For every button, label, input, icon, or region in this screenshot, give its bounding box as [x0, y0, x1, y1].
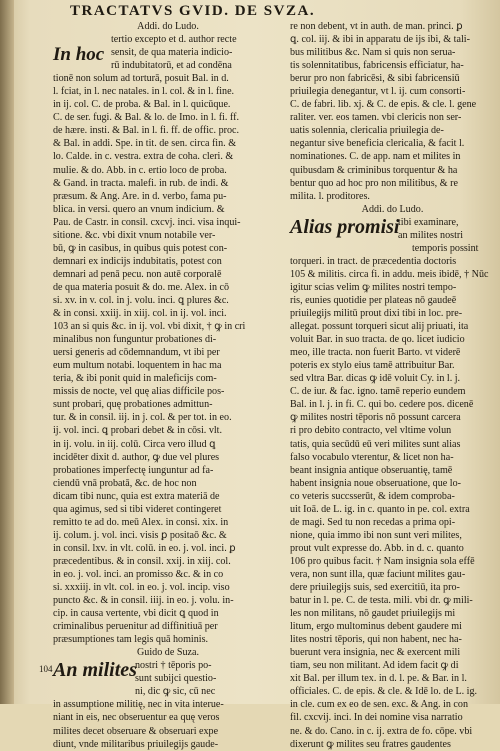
left-second-body-line: in assumptione militię, nec in vita interue-: [53, 699, 224, 711]
right-body-line: de magi. Sed tu non recedas a prima opi-: [290, 516, 456, 528]
right-body-line: 105 & militis. circa fi. in addu. meis ibidē, † Nūc: [290, 268, 489, 280]
left-body-line: in consil. lxv. in vlt. colū. in eo. j. vol. inci. ꝑ: [53, 542, 236, 554]
left-second-initial-line: ni, dic ꝙ sic, cū nec: [135, 686, 216, 698]
right-body-line: les non militans, nō gaudet priuilegijs mi: [290, 608, 456, 620]
left-body-line: incidēter dixit d. author, ꝙ due vel plures: [53, 451, 220, 463]
right-initial-line: tibi examinare,: [398, 216, 459, 228]
left-signature: Guido de Suza.: [137, 647, 199, 659]
left-body-line: eum multum notabi. loquentem in hac ma: [53, 360, 222, 372]
left-body-line: puncto &c. & in consil. iiij. in eo. j. volu. in-: [53, 595, 234, 607]
left-body-line: blica. in versi. quero an vnum indicium. &: [53, 203, 225, 215]
right-top-line: priuilegia denegantur, vt l. ij. cum consorti-: [290, 86, 466, 98]
left-body-line: sitione. &c. vbi dixit vnum notabile ver-: [53, 229, 216, 241]
running-header: TRACTATVS GVID. DE SVZA.: [70, 3, 316, 19]
left-body-line: dicam tibi nunc, quia est extra materiā de: [53, 490, 220, 502]
right-body-line: buerunt vera insignia, nec & exercent mili: [290, 647, 461, 659]
left-body-line: C. de ser. fugi. & Bal. & lo. de Imo. in l. fi. ff.: [53, 112, 239, 124]
left-body-line: teria, & ibi ponit quid in maleficijs com-: [53, 373, 217, 385]
left-initial-heading: In hoc: [53, 44, 105, 66]
right-body-line: C. de iur. & fac. igno. tamē reperio eundem: [290, 386, 466, 398]
left-second-body-line: niant in eis, nec obseruentur ea quę veros: [53, 712, 220, 724]
right-top-line: bus militibus &c. Nam si quis non serua-: [290, 47, 456, 59]
right-body-line: uit Ioā. de L. ig. in c. quanto in pe. col. extra: [290, 503, 470, 515]
left-body-line: & in consi. xxiij. in xiij. col. in ij. vol. inci.: [53, 308, 227, 320]
left-body-line: lo. Calde. in c. vestra. extra de coha. cleri. &: [53, 151, 234, 163]
right-top-line: re non debent, vt in auth. de man. princi. ꝑ: [290, 21, 463, 32]
right-body-line: tatis, quia secūdū eū veri milites sunt alias: [290, 438, 461, 450]
left-initial-block: [53, 46, 283, 72]
right-body-line: nione, quia immo ibi non sunt veri milites,: [290, 529, 462, 541]
left-top-line: tertio excepto et d. author recte: [111, 34, 237, 46]
right-body-line: 106 pro quibus facit. † Nam insignia sola effē: [290, 555, 475, 567]
right-top-line: uatis solennia, clericalia priuilegia de-: [290, 125, 444, 137]
right-body-line: voluit Bar. in suo tracta. de qo. licet iudicio: [290, 334, 465, 346]
right-initial-line: temporis possint: [412, 242, 479, 254]
left-body-line: si. xxxiij. in vlt. col. in eo. j. vol. incip. viso: [53, 582, 230, 594]
left-body-text: [53, 72, 283, 646]
left-body-line: cip. in causa vertente, vbi dicit ꝗ quod in: [53, 608, 219, 620]
right-addi-line: Addi. do Ludo.: [361, 203, 424, 215]
left-body-line: bū, ꝙ in casibus, in quibus quis potest con-: [53, 242, 228, 254]
right-body-line: litum, ergo multominus debent gaudere mi: [290, 621, 462, 633]
left-body-line: de hære. insti. & Bal. in l. fi. ff. de offic. proc.: [53, 125, 240, 137]
right-body-line: ꝙ milites nostri tēporis nō possunt carcera: [290, 412, 461, 424]
left-body-line: præcedentibus. & in consil. xxij. in xiij. col.: [53, 555, 231, 567]
right-top-line: nominationes. C. de app. nam et milites in: [290, 151, 461, 163]
left-body-line: minalibus non funguntur probationes di-: [53, 334, 217, 346]
left-second-initial-line: nostri † tēporis po-: [135, 660, 212, 672]
left-initial-line: sensit, de qua materia indicio-: [111, 47, 233, 59]
right-body-line: allegat. possunt torqueri sicut alij priuati, ita: [290, 321, 469, 333]
left-body-line: præsumptiones tam legis quā hominis.: [53, 634, 209, 646]
right-initial-heading: Alias promisi: [290, 215, 400, 238]
right-top-line: C. de fabri. lib. xj. & C. de epis. & cle. l. gene: [290, 99, 477, 111]
left-body-line: tur. & in consil. iij. in j. col. & per tot. in eo.: [53, 412, 232, 424]
left-column: [39, 20, 283, 751]
right-body-line: sed vltra Bar. dicas ꝙ idē voluit Cy. in l. j.: [290, 373, 461, 385]
left-body-line: 103 an si quis &c. in ij. vol. vbi dixit, † ꝙ in cri: [53, 321, 246, 333]
right-body-line: dixerunt ꝙ milites seu fratres gaudentes: [290, 738, 451, 750]
right-top-text: [290, 20, 495, 203]
left-margin-number: 104: [39, 664, 53, 675]
left-body-line: de qua materia posuit & do. me. Alex. in cō: [53, 281, 230, 293]
left-body-line: ij. colum. j. vol. inci. visis ꝑ positaō &c. &: [53, 529, 227, 541]
left-body-line: uersi generis ad cōdemnandum, vt ibi per: [53, 347, 220, 359]
left-body-line: mulie. & do. Abb. in c. ertio loco de proba.: [53, 164, 227, 176]
page-spine-shadow: [0, 0, 14, 704]
left-body-line: remitto te ad do. meū Alex. in consi. xix. in: [53, 516, 229, 528]
right-body-line: falso vocabulo vterentur, & licet non ha-: [290, 451, 454, 463]
left-body-line: in ij. volu. in iij. colū. Circa vero illud ꝗ: [53, 438, 216, 450]
right-body-line: batur in l. pe. C. de testa. mili. vbi dr. ꝙ mili-: [290, 595, 473, 607]
right-body-line: torqueri. in tract. de præcedentia doctoris: [290, 255, 457, 267]
right-top-line: tis solennitatibus, fabricensis efficiatur, ha-: [290, 60, 464, 72]
left-body-line: & Gand. in tracta. malefi. in rub. de indi. &: [53, 177, 229, 189]
right-body-line: beant insignia antique obseruantię, tamē: [290, 464, 453, 476]
right-body-line: tiam, seu non militant. Ad idem facit ꝙ di: [290, 660, 459, 672]
left-second-body-text: [53, 698, 283, 750]
left-second-initial-block: [39, 659, 283, 698]
left-body-line: Pau. de Castr. in consil. cxcvj. inci. visa inqui-: [53, 216, 241, 228]
right-initial-line: an milites nostri: [398, 229, 464, 241]
right-body-line: officiales. C. de epis. & cle. & Idē lo. de L. ig.: [290, 686, 478, 698]
left-second-initial-heading: An milites: [53, 659, 137, 682]
right-body-line: xit Bal. per illum tex. in d. l. pe. & Bar. in l.: [290, 673, 467, 685]
left-body-line: in eo. j. vol. inci. an promisso &c. & in co: [53, 568, 224, 580]
right-body-line: prout vult expresse do. Abb. in d. c. quanto: [290, 542, 464, 554]
right-body-line: Bal. in l. j. in fi. C. qui bo. cedere pos. dicenē: [290, 399, 474, 411]
left-body-line: l. fciat, in l. nec natales. in l. col. & in l. fine.: [53, 86, 235, 98]
left-initial-line: rū indubitatorū, et ad condēna: [111, 60, 232, 72]
left-body-line: in ij. col. C. de proba. & Bal. in l. quicūque.: [53, 99, 231, 111]
left-body-line: & Bal. in addi. Spe. in tit. de sen. circa fin. &: [53, 138, 237, 150]
left-body-line: tionē non solum ad torturā, posuit Bal. in d.: [53, 73, 229, 85]
left-body-line: criminalibus peruenitur ad diffinitiuā per: [53, 621, 218, 633]
left-body-line: præsum. & Ang. Are. in d. verbo, fama pu-: [53, 190, 227, 202]
right-body-line: ne. & do. Cano. in c. ij. extra de fo. cōpe. vbi: [290, 725, 473, 737]
right-body-line: fil. cxcvij. inci. In dei nomine visa narratio: [290, 712, 463, 724]
left-body-line: missis de nocte, vel quę alias difficile pos-: [53, 386, 225, 398]
left-top-line: Addi. do Ludo.: [137, 21, 199, 32]
left-second-body-line: diunt, vnde militaribus priuilegijs gaude-: [53, 738, 219, 750]
right-body-line: co veteris succsserūt, & idem comproba-: [290, 490, 455, 502]
right-top-line: quibusdam & criminibus torquentur & ha: [290, 164, 458, 176]
right-body-line: dere priuilegijs suis, sed exercitiū, ita pro-: [290, 582, 460, 594]
left-body-line: demnari ad penā pecu. non autē corporalē: [53, 268, 222, 280]
right-body-line: vera, non sunt illa, quæ faciunt milites gau-: [290, 568, 466, 580]
left-second-initial-line: sunt subijci questio-: [135, 673, 217, 685]
right-body-line: poteris ex stylo eius tamē attribuitur Bar.: [290, 360, 455, 372]
right-initial-block: [290, 216, 495, 255]
left-body-line: si. xv. in v. col. in j. volu. inci. ꝗ plures &c.: [53, 294, 229, 306]
right-body-line: in cle. cum ex eo de sen. exc. & Ang. in con: [290, 699, 468, 711]
right-body-line: priuilegijs militū prout dixi tibi in loc. pre-: [290, 308, 463, 320]
right-top-line: milita. l. proditores.: [290, 190, 370, 202]
right-top-line: berur pro non fabricēsi, & sibi fabricensiū: [290, 73, 460, 85]
right-body-line: ri pro debito contracto, vel vltime volun: [290, 425, 452, 437]
right-top-line: negantur sive beneficia clericalia, & facit l.: [290, 138, 465, 150]
right-body-line: lites nostri tēporis, qui non habent, nec ha-: [290, 634, 462, 646]
right-body-line: meo, ille tracta. non fuerit Barto. vt viderē: [290, 347, 461, 359]
right-body-text: [290, 255, 495, 751]
left-body-line: demnari ex indicijs indubitatis, potest con: [53, 255, 222, 267]
right-top-line: bentur quo ad hoc pro non militibus, & re: [290, 177, 458, 189]
right-top-line: raliter. ver. eos tamen. vbi clericis non ser-: [290, 112, 462, 124]
right-top-line: ꝗ. col. iij. & ibi in apparatu de ijs ibi, & tali-: [290, 34, 470, 46]
left-body-line: probationes imperfectę iunguntur ad fa-: [53, 464, 214, 476]
right-column: [290, 20, 495, 751]
right-body-line: habent insignia noue obseruatione, que lo-: [290, 477, 461, 489]
left-body-line: sunt probari, quę probationes admittun-: [53, 399, 213, 411]
left-second-body-line: milites decet obseruare & obseruari expe: [53, 725, 219, 737]
right-body-line: ris, eunies quotidie per plateas nō gaudeē: [290, 294, 457, 306]
left-body-line: ij. vol. inci. ꝗ probari debet & in cōsi. vlt.: [53, 425, 223, 437]
left-body-line: ciendū vnā probatā, &c. de hoc non: [53, 477, 197, 489]
right-body-line: igitur scias velim ꝙ milites nostri tempo-: [290, 281, 457, 293]
left-body-line: qua agimus, sed si tibi videret contingeret: [53, 503, 222, 515]
